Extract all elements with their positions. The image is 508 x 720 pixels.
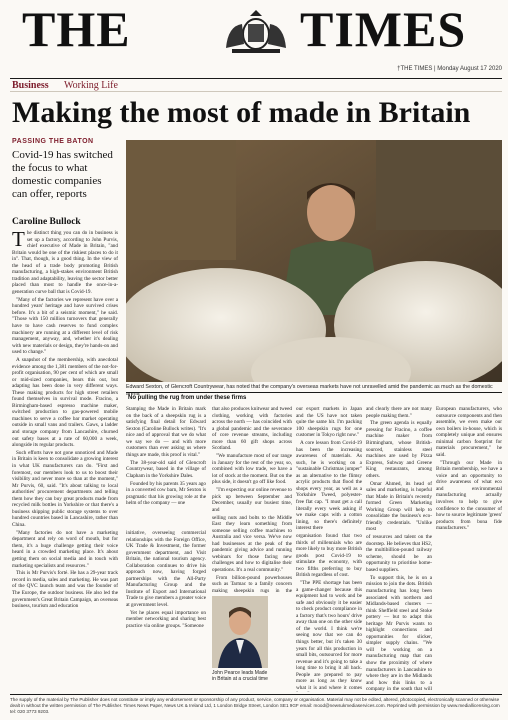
paragraph: "Many factories do not have a marketing department and rely on word of mouth, but for them, it's a huge challenge getting their voice heard in a crowded marketing place. It's about getting them on social media and in touch with marketing specialists and resources." <box>12 529 118 569</box>
section-sublabel: Working Life <box>64 80 118 91</box>
paragraph: Stamping the Made in Britain mark on the back of a sheepskin rug is a satisfying final detail for Edward Sexton (Caroline Bullock writes). "It's nice and of approval that we do what we say we do — and with more customers than ever asking us where things are made, this proof is vital." <box>126 406 206 458</box>
paragraph: "Through our Made in Britain membership, we have a voice and an opportunity to drive awareness of what eco and environmental manufacturing actually involves to help to give confidence to the consumer of how to source legitimate 'green' products from bona fide manufacturers." <box>436 459 502 532</box>
box-column-3 <box>296 406 362 692</box>
box-column-4 <box>366 406 432 692</box>
paragraph: Yet he places equal importance on member networking and sharing best practice via online groups. "Someone <box>126 609 206 629</box>
kicker: PASSING THE BATON <box>12 138 94 145</box>
sidebar-title: No pulling the rug from under these firms <box>128 395 247 401</box>
portrait-image <box>212 596 268 668</box>
article-column-1 <box>12 230 118 692</box>
paragraph: This is Mr Purvis's forté. He has a 29-year track record in media, sales and marketing. He was part of the QVC launch team and was the founder of The Europe, the outdoor business. He also led the government's Great Britain Campaign, an overseas business, tourism and education <box>12 570 118 610</box>
paragraph: "We manufacture most of our range in January for the rest of the year, so, combined with low trade, we have a lot of stock at the moment. But on the plus side, it doesn't go off like food. <box>212 453 292 486</box>
main-photo <box>126 140 502 382</box>
paragraph: A snapshot of the membership, with anecdotal evidence among the 1,381 members of the not-for-profit organisation, 90 per cent of which are small or mid-sized companies, bears this out, but adapting has been done in very different ways. These making products for high street retailers found themselves in survival mode. Fracino, a Birmingham-based espresso machine maker, switched production to gas-powered mobile machines to serve a coffee bar market operating outside in small vans and trailers. Gaws, a ladder and storage company from Lancashire, churned out safety bases at a rate of 60,000 a week, alongside its regular products. <box>12 356 118 449</box>
edition-line: †THE TIMES | Monday August 17 2020 <box>397 66 502 72</box>
paragraph: organisation found that two thirds of millennials who are more likely to buy more British goods post Covid-19 to stimulate the economy, with two fifths preferring to buy British regardless of cost. <box>296 532 362 579</box>
paragraph: and clearly there are not many people making them." <box>366 406 432 419</box>
section-label: Business <box>12 80 49 91</box>
standfirst: Covid-19 has switched the focus to what domestic companies can offer, reports <box>12 149 113 200</box>
paragraph: our export markets in Japan and the US have not taken quite the same hit. I'm packing 100 sheepskin rugs for one customer in Tokyo right now." <box>296 406 362 439</box>
paragraph: A core lesson from Covid-19 has been the increasing awareness of materials. As such, he is working on a "sustainable Christmas jumper" as an alternative to the flimsy acrylic products that flood the shops every year, as well as a Yorkshire Tweed, polyester-free flat cap. "I must get a call literally every week asking if we make caps with a cotton lining, so there's definitely interest there <box>296 440 362 532</box>
paragraph: From billion-pound powerhouses such as Tarmac to a family concern making sheepskin rugs in the <box>212 574 292 594</box>
portrait-photo <box>212 596 268 668</box>
article-column-2 <box>126 530 206 692</box>
section-bar <box>10 78 502 92</box>
headline: Making the most of made in Britain <box>12 96 471 129</box>
footer-disclaimer: The supply of the material by The Publisher does not constitute or imply any endorsement or sponsorship of any product, service, company or organisation. Material may not be edited, altered, photocopied, electronically scanned or otherwise dealt in without the written permission of The Publisher. Times News Paper, News UK & Ireland Ltd, 1 London Bridge Street, London SE1 9GF email: mood@newsukmediaservices.com. Reprinted with permission by www.mediallicensing.com tel: 020 3773 9203. <box>10 694 502 715</box>
box-column-2 <box>212 406 292 594</box>
byline: Caroline Bullock <box>12 217 81 227</box>
box-column-1 <box>126 406 206 528</box>
portrait-caption: John Pearce leads Made in Britain at a crucial time <box>212 670 268 682</box>
paragraph: Such efforts have not gone unnoticed and Made in Britain is keen to consolidate a growing interest in what UK manufacturers can do. "First and foremost, our members look to us to boost their visibility and never more so than at the moment," Mr Purvis, 60, said. "It's about talking to local authorities' procurement departments and telling them how they can buy great products made from recycled milk bottles in Yorkshire or that there's a business shipping public storage systems to over hundred countries based in Lancashire, rather than China. <box>12 449 118 528</box>
drop-cap: T <box>12 230 25 251</box>
sidebar-header <box>126 392 502 404</box>
paragraph: "I'm expecting our online revenue to pick up between September and December, usually our busiest time, and <box>212 487 292 513</box>
paragraph: To support this, he is on a mission to join the dots. British manufacturing has long been associated with northern and Midlands-based clusters — think Sheffield steel and Stoke pottery — but to adapt this heritage Mr Purvis wants to highlight connections and opportunities for slicker, simpler supply chains. "We will be working on a manufacturing map that can show the proximity of where manufacturers in Lancashire to where they are in the Midlands and how this links to a company in the south that will <box>366 574 432 692</box>
paragraph: Founded by his parents 35 years ago in a converted cow barn, Mr Sexton is pragmatic that his growing role at the helm of the company — one <box>126 480 206 507</box>
masthead-right: TIMES <box>300 1 467 57</box>
masthead-left: THE <box>22 1 131 57</box>
box-column-5 <box>436 406 502 692</box>
paragraph: "Many of the factories we represent have over a hundred years' heritage and have survived crises before. It's a bit of a seismic moment," he said. "Those with 150 million turnovers that generally have to have cash reserves to fund complex machinery are running at a different level of risk management, anyway, and, whether it's dealing with new materials or design, they're hands-on and used to change." <box>12 296 118 356</box>
royal-crest-icon <box>218 8 294 54</box>
paragraph: of resources and talent on the doorstep. He believes that HS2, the multibillion-pound railway scheme, should be an opportunity to prioritise home-based suppliers. <box>366 534 432 574</box>
masthead <box>0 1 508 57</box>
paragraph: The 38-year-old said of Glencroft Countrywear, based in the village of Clapham in the Yorkshire Dales. <box>126 459 206 479</box>
paragraph: that also produces knitwear and tweed clothing, working with factories across the north — has coincided with a global pandemic and the severance of core revenue streams, including more than 60 gift shops across Scotland. <box>212 406 292 452</box>
paragraph: he distinct thing you can do in business is set up a factory, according to John Purvis, chief executive of Made in Britain, "and Britain would be one of the riskiest places to do it in". That, though, is a good thing. In the view of the head of a trade body promoting British manufacturing, a high-stakes environment British tradition and adaptability, leaving the sector better placed than most to handle the once-in-a-generation curve ball that is Covid-19. <box>12 230 118 295</box>
paragraph: The green agenda is equally pressing for Fracino, a coffee machine maker from Birmingham, whose British-sourced, stainless steel machines are used by Pizza Express, Subway and Greene King restaurants, among others. <box>366 420 432 479</box>
photo-caption: Edward Sexton, of Glencroft Countrywear, has noted that the company's overseas markets have not unravelled amid the pandemic as much as the domestic arena <box>126 384 493 397</box>
paragraph: European manufacturers, who outsource components and then assemble, we even make our own boilers in-house, which is completely unique and ensures minimal carbon footprint for materials procurement," he said. <box>436 406 502 458</box>
paragraph: initiative, overseeing commercial relationships with the Foreign Office, UK Trade & Investment, the former government department, and Visit Britain, the national tourism agency. Collaboration continues to drive his approach now, having forged partnerships with the All-Party Manufacturing Group and the Institute of Export and International Trade to give members a greater voice at government level. <box>126 530 206 609</box>
paragraph: Omar Ahmed, its head of sales and marketing, is hopeful that Made in Britain's recently formed Green Marketing Working Group will help to consolidate the business's eco-friendly credentials. "Unlike most <box>366 480 432 533</box>
paragraph: selling nuts and bolts to the Middle East they learn something from someone selling coffee machines to Australia and vice versa. We've now had businesses at the peak of the pandemic giving advice and running webinars for those facing new challenges and how to digitalise their operations. It's a real community." <box>212 514 292 574</box>
photo-image <box>126 140 502 382</box>
paragraph: "The PPE shortage has been a game-changer because this equipment had to work and be safe and obviously it be easier to check product compliance in a factory that's two hours' drive away than one on the other side of the world. I think we're seeing now that we can do things better, but it's taken 30 years for all this production in small bits, outsourced for more revenue and it's going to take a long time to bring it all back. People are prepared to pay more as long as they know what it is and where it comes <box>296 580 362 691</box>
